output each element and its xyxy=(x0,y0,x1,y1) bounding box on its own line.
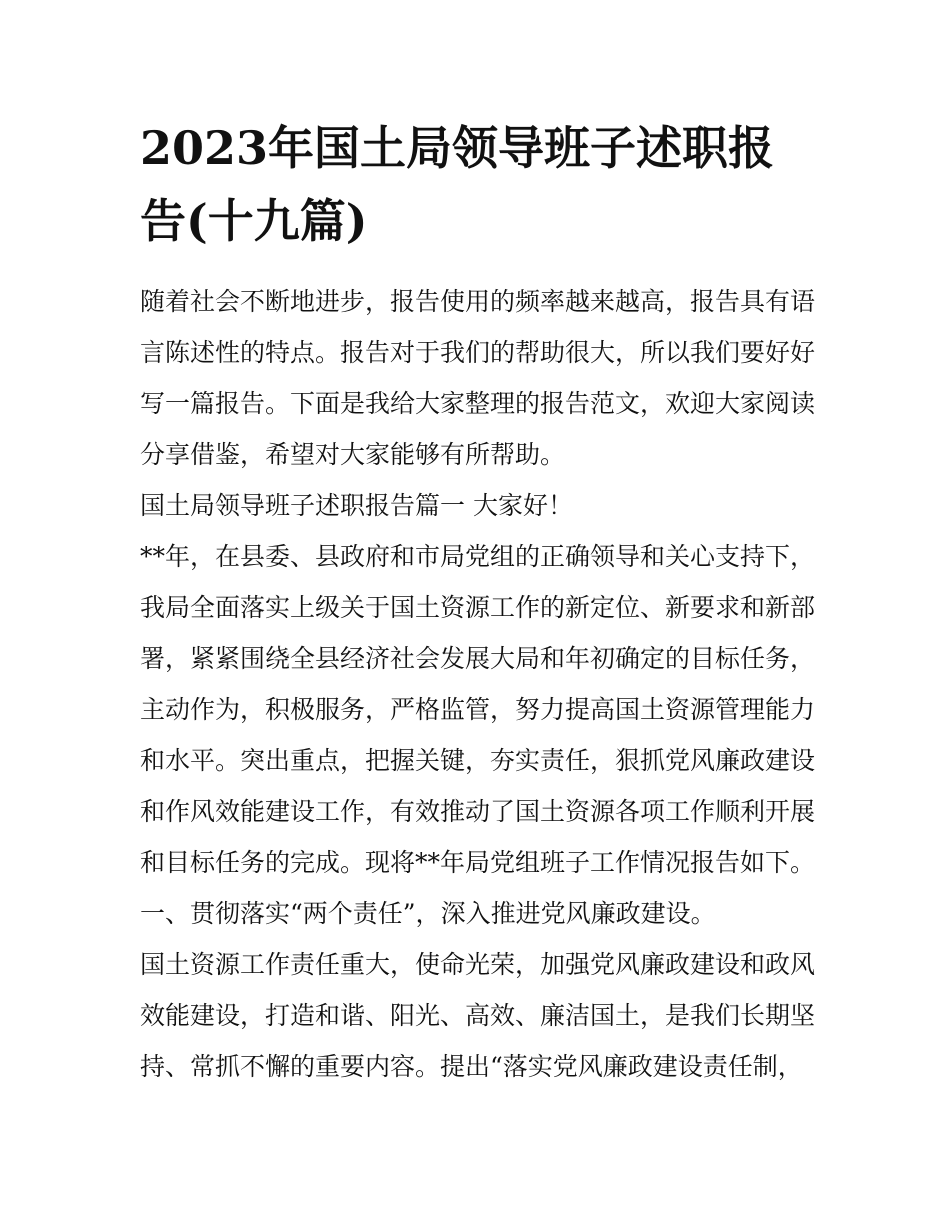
intro-paragraph xyxy=(140,276,820,480)
text-line: 和目标任务的完成。现将**年局党组班子工作情况报告如下。 xyxy=(140,848,816,877)
document-body xyxy=(140,276,820,1092)
title-line: 告(十九篇) xyxy=(140,194,368,248)
text-line: 写一篇报告。下面是我给大家整理的报告范文，欢迎大家阅读 xyxy=(140,389,816,418)
text-line: **年，在县委、县政府和市局党组的正确领导和关心支持下， xyxy=(140,542,816,571)
body-paragraph xyxy=(140,531,820,888)
section-heading xyxy=(140,480,820,531)
text-line: 主动作为，积极服务，严格监管，努力提高国土资源管理能力 xyxy=(140,695,816,724)
title-line: 2023年国土局领导班子述职报 xyxy=(140,121,775,175)
text-line: 国土资源工作责任重大，使命光荣，加强党风廉政建设和政风 xyxy=(140,950,816,979)
text-line: 我局全面落实上级关于国土资源工作的新定位、新要求和新部 xyxy=(140,593,816,622)
subsection-heading xyxy=(140,888,820,939)
text-line: 持、常抓不懈的重要内容。提出“落实党风廉政建设责任制， xyxy=(140,1052,803,1081)
text-line: 和水平。突出重点，把握关键，夯实责任，狠抓党风廉政建设 xyxy=(140,746,816,775)
text-line: 效能建设，打造和谐、阳光、高效、廉洁国土，是我们长期坚 xyxy=(140,1001,816,1030)
document-title xyxy=(140,112,820,258)
text-line: 分享借鉴，希望对大家能够有所帮助。 xyxy=(140,440,566,469)
text-line: 署，紧紧围绕全县经济社会发展大局和年初确定的目标任务， xyxy=(140,644,816,673)
text-line: 和作风效能建设工作，有效推动了国土资源各项工作顺利开展 xyxy=(140,797,816,826)
text-line: 一、贯彻落实“两个责任”，深入推进党风廉政建设。 xyxy=(140,899,716,928)
text-line: 国土局领导班子述职报告篇一 大家好！ xyxy=(140,491,573,520)
text-line: 随着社会不断地进步，报告使用的频率越来越高，报告具有语 xyxy=(140,287,816,316)
body-paragraph xyxy=(140,939,820,1092)
text-line: 言陈述性的特点。报告对于我们的帮助很大，所以我们要好好 xyxy=(140,338,816,367)
